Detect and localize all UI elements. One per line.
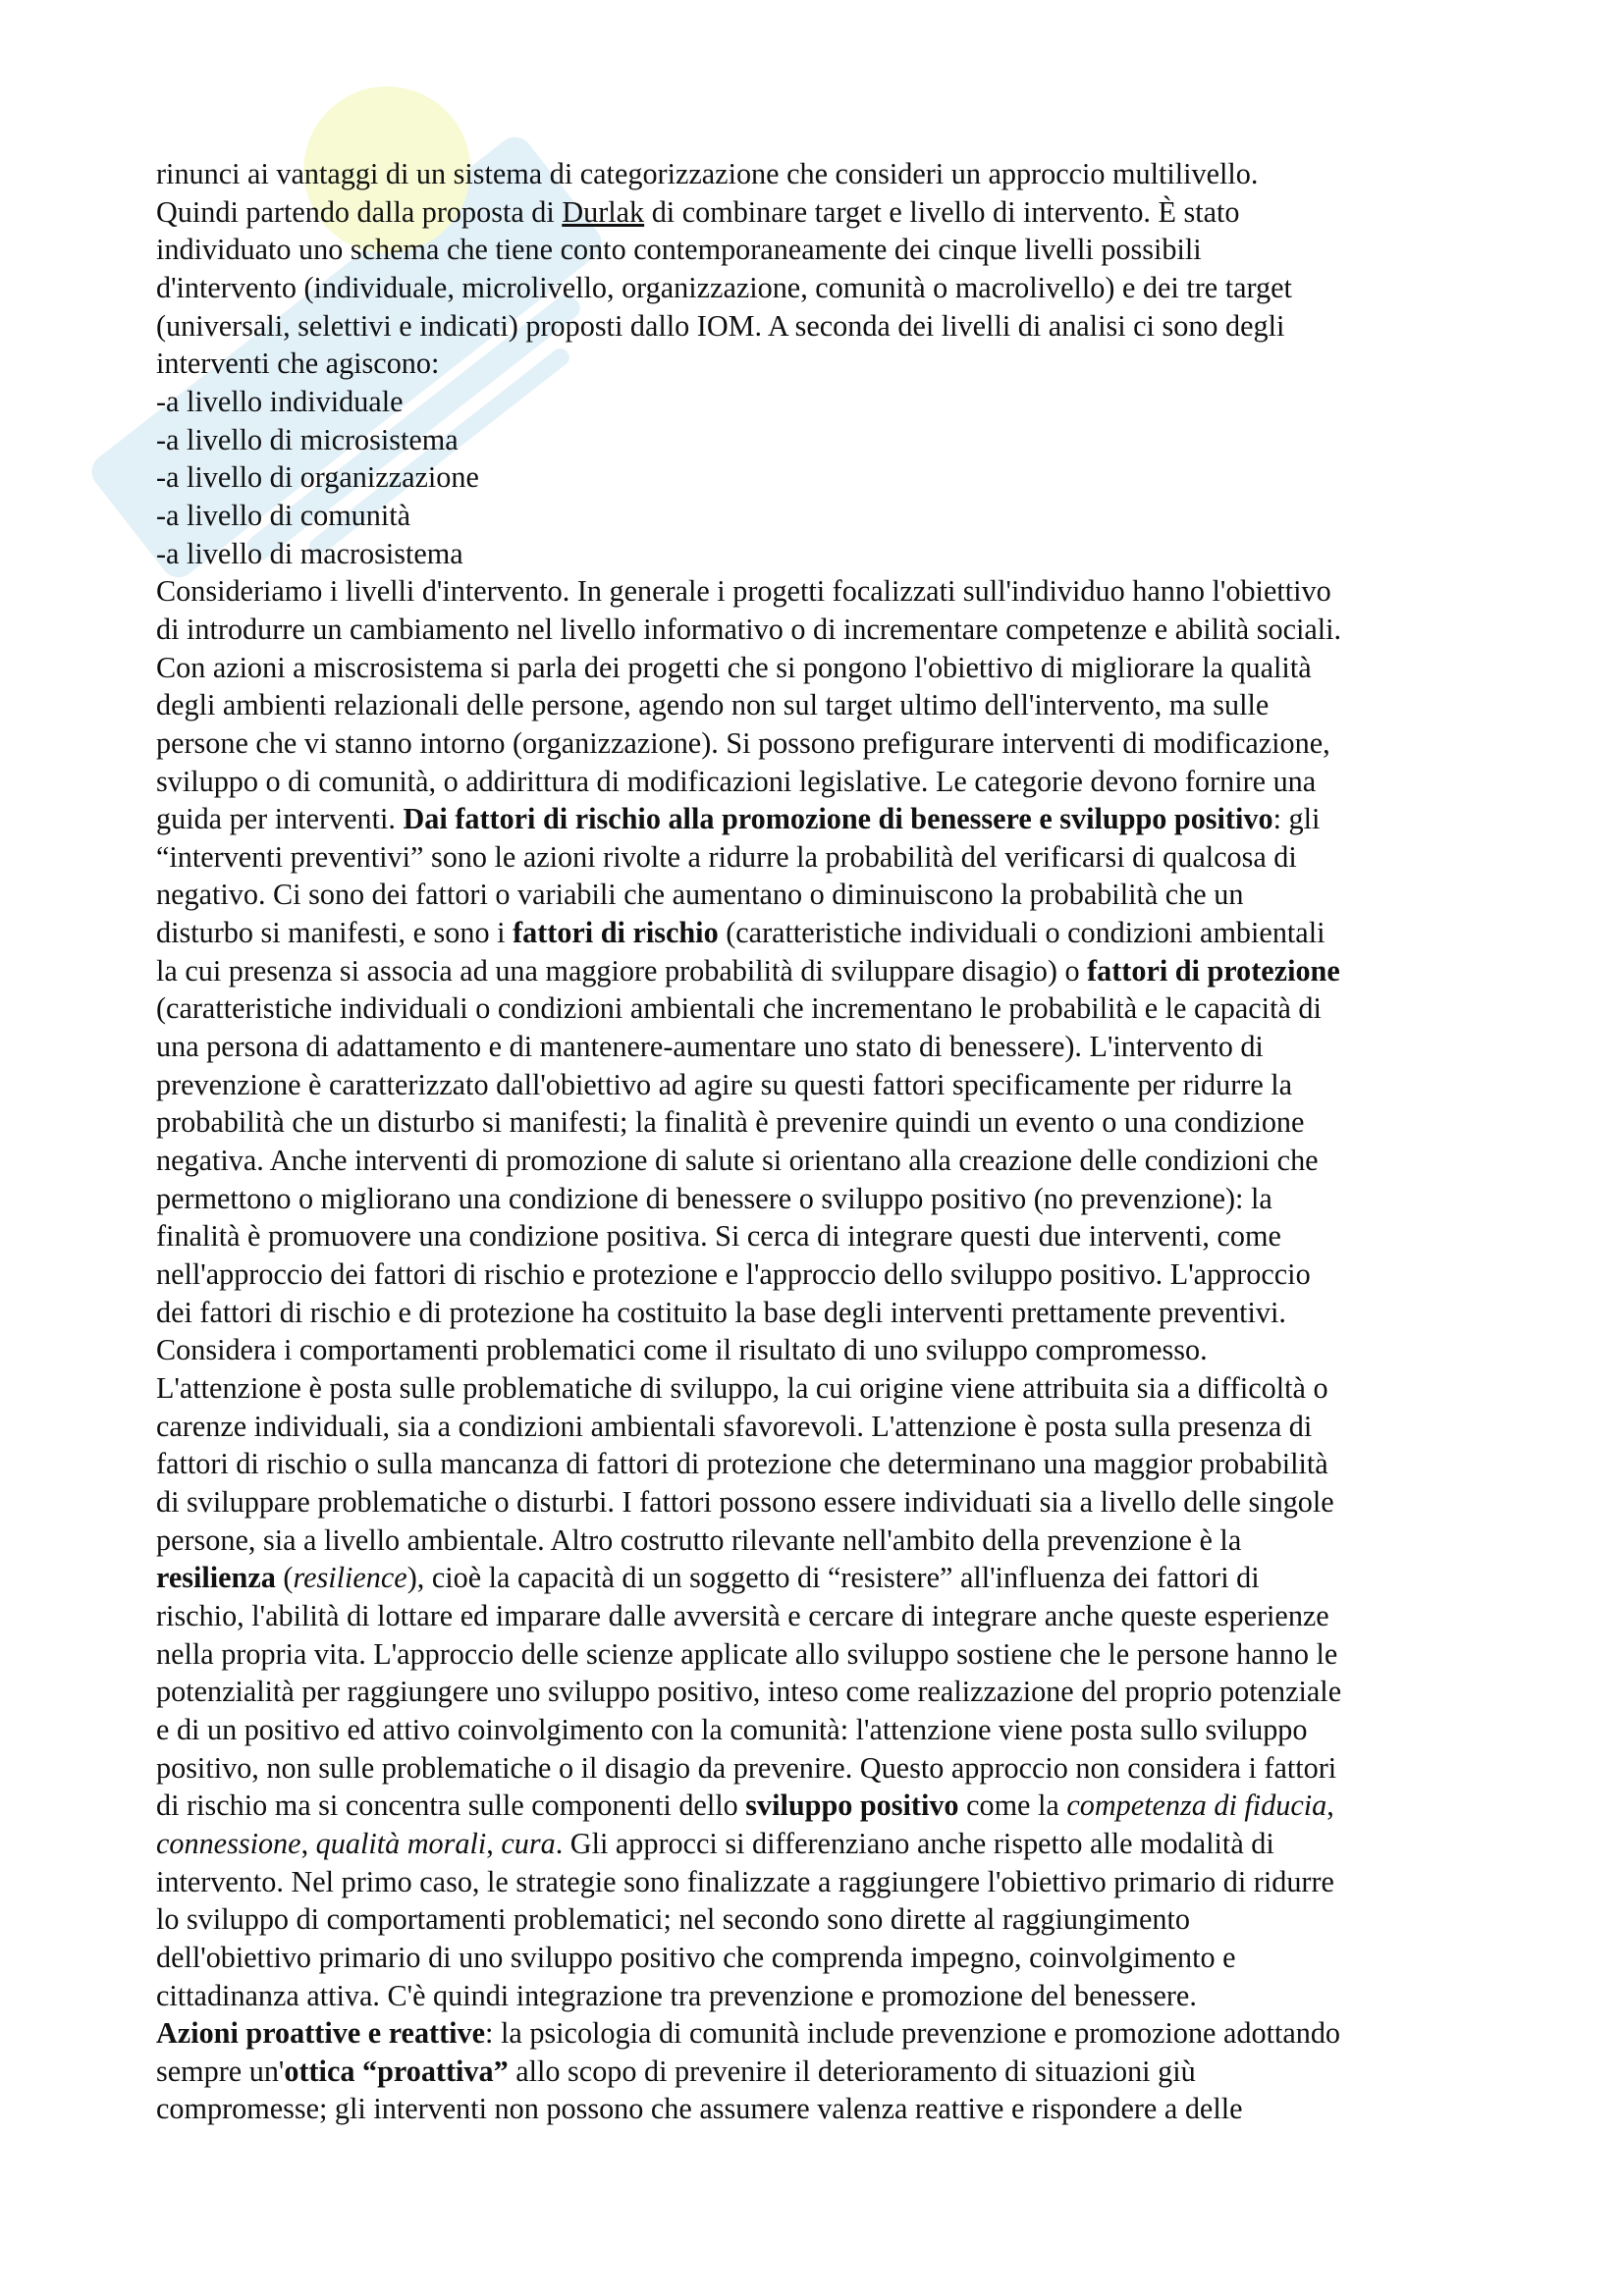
text-line bbox=[156, 383, 1482, 421]
italic-term: competenza di fiducia bbox=[1066, 1789, 1327, 1823]
text-line bbox=[156, 1863, 1482, 1901]
text-run: : gli bbox=[1272, 802, 1321, 836]
text-run: rinunci ai vantaggi di un sistema di categorizzazione che consideri un approccio multilivello. bbox=[156, 157, 1259, 190]
text-run: nella propria vita. L'approccio delle scienze applicate allo sviluppo sostiene che le persone hanno le bbox=[156, 1636, 1338, 1671]
text-line bbox=[156, 876, 1482, 914]
text-run: come la bbox=[958, 1789, 1067, 1823]
text-line bbox=[156, 838, 1482, 877]
text-line bbox=[156, 307, 1482, 346]
text-run: Quindi partendo dalla proposta di bbox=[156, 194, 563, 229]
italic-term: cura bbox=[501, 1826, 556, 1860]
text-run: nell'approccio dei fattori di rischio e protezione e l'approccio dello sviluppo positivo. L'approccio bbox=[156, 1257, 1311, 1292]
text-line bbox=[156, 1445, 1482, 1483]
text-run: prevenzione è caratterizzato dall'obiettivo ad agire su questi fattori specificamente per ridurre la bbox=[156, 1067, 1293, 1101]
text-line bbox=[156, 1331, 1482, 1369]
text-run: L'attenzione è posta sulle problematiche di sviluppo, la cui origine viene attribuita sia a difficoltà o bbox=[156, 1371, 1328, 1405]
text-line bbox=[156, 1483, 1482, 1522]
text-run: -a livello individuale bbox=[156, 384, 404, 418]
italic-term: qualità morali bbox=[315, 1826, 487, 1860]
text-line bbox=[156, 155, 1482, 193]
text-run: -a livello di macrosistema bbox=[156, 536, 463, 570]
bold-term: Azioni proattive e reattive bbox=[156, 2016, 486, 2051]
text-run: potenzialità per raggiungere uno sviluppo positivo, inteso come realizzazione del proprio potenziale bbox=[156, 1675, 1342, 1709]
text-run: di introdurre un cambiamento nel livello informativo o di incrementare competenze e abilità sociali. bbox=[156, 612, 1342, 646]
text-run: probabilità che un disturbo si manifesti; la finalità è prevenire quindi un evento o una condizione bbox=[156, 1105, 1305, 1140]
text-run: ( bbox=[275, 1561, 294, 1595]
text-run: Considera i comportamenti problematici come il risultato di uno sviluppo compromesso. bbox=[156, 1333, 1208, 1367]
text-line bbox=[156, 952, 1482, 990]
italic-term: connessione bbox=[156, 1826, 301, 1860]
text-run: “interventi preventivi” sono le azioni rivolte a ridurre la probabilità del verificarsi di qualcosa di bbox=[156, 839, 1297, 874]
text-line bbox=[156, 1673, 1482, 1711]
text-run: la cui presenza si associa ad una maggiore probabilità di sviluppare disagio) o bbox=[156, 953, 1088, 988]
text-line bbox=[156, 989, 1482, 1028]
durlak-link[interactable]: Durlak bbox=[562, 194, 645, 229]
text-line bbox=[156, 497, 1482, 535]
text-line bbox=[156, 1028, 1482, 1066]
text-run: : la psicologia di comunità include prevenzione e promozione adottando bbox=[485, 2016, 1341, 2051]
text-run: (caratteristiche individuali o condizioni ambientali bbox=[718, 916, 1325, 950]
text-line bbox=[156, 1255, 1482, 1294]
text-run: , bbox=[486, 1826, 502, 1860]
bold-term: sviluppo positivo bbox=[745, 1789, 959, 1823]
text-run: sempre un' bbox=[156, 2054, 285, 2088]
text-run: disturbo si manifesti, e sono i bbox=[156, 916, 514, 950]
bold-term: Dai fattori di rischio alla promozione di benessere e sviluppo positivo bbox=[403, 802, 1273, 836]
text-run: di sviluppare problematiche o disturbi. I fattori possono essere individuati sia a livello delle singole bbox=[156, 1484, 1334, 1519]
text-line bbox=[156, 1408, 1482, 1446]
text-run: cittadinanza attiva. C'è quindi integrazione tra prevenzione e promozione del benessere. bbox=[156, 1978, 1197, 2012]
text-run: Consideriamo i livelli d'intervento. In generale i progetti focalizzati sull'individuo hanno l'obiettivo bbox=[156, 574, 1331, 609]
text-line bbox=[156, 1900, 1482, 1939]
text-run: . Gli approcci si differenziano anche rispetto alle modalità di bbox=[555, 1826, 1274, 1860]
text-run: una persona di adattamento e di mantenere-aumentare uno stato di benessere). L'intervento di bbox=[156, 1030, 1264, 1064]
bold-term: fattori di protezione bbox=[1087, 953, 1340, 988]
text-run: permettono o migliorano una condizione di benessere o sviluppo positivo (no prevenzione): la bbox=[156, 1181, 1272, 1215]
text-line bbox=[156, 1369, 1482, 1408]
text-run: -a livello di organizzazione bbox=[156, 460, 479, 495]
text-run: finalità è promuovere una condizione positiva. Si cerca di integrare questi due interventi, come bbox=[156, 1219, 1281, 1254]
text-run: -a livello di microsistema bbox=[156, 422, 459, 456]
text-run: (universali, selettivi e indicati) proposti dallo IOM. A seconda dei livelli di analisi ci sono degli bbox=[156, 308, 1285, 343]
text-run: guida per interventi. bbox=[156, 802, 404, 836]
text-line bbox=[156, 1103, 1482, 1142]
text-line bbox=[156, 914, 1482, 952]
text-run: degli ambienti relazionali delle persone, agendo non sul target ultimo dell'intervento, ma sulle bbox=[156, 688, 1270, 722]
text-run: dei fattori di rischio e di protezione ha costituito la base degli interventi prettamente preventivi. bbox=[156, 1295, 1286, 1329]
text-line bbox=[156, 1522, 1482, 1560]
text-line bbox=[156, 1635, 1482, 1674]
text-line bbox=[156, 1977, 1482, 2015]
text-line bbox=[156, 2090, 1482, 2128]
text-line bbox=[156, 1787, 1482, 1825]
text-run: sviluppo o di comunità, o addirittura di modificazioni legislative. Le categorie devono fornire una bbox=[156, 764, 1317, 798]
bold-term: resilienza bbox=[156, 1561, 276, 1595]
text-run: carenze individuali, sia a condizioni ambientali sfavorevoli. L'attenzione è posta sulla presenza di bbox=[156, 1409, 1313, 1443]
text-line bbox=[156, 572, 1482, 611]
text-line bbox=[156, 1180, 1482, 1218]
text-run: (caratteristiche individuali o condizioni ambientali che incrementano le probabilità e le capacità di bbox=[156, 991, 1322, 1026]
text-line bbox=[156, 1066, 1482, 1104]
text-line bbox=[156, 1597, 1482, 1635]
text-run: , bbox=[1326, 1789, 1334, 1823]
text-line bbox=[156, 1294, 1482, 1332]
bold-term: fattori di rischio bbox=[513, 916, 719, 950]
text-line bbox=[156, 421, 1482, 459]
text-run: rischio, l'abilità di lottare ed imparare dalle avversità e cercare di integrare anche queste esperienze bbox=[156, 1598, 1329, 1632]
text-run: ), cioè la capacità di un soggetto di “resistere” all'influenza dei fattori di bbox=[406, 1561, 1260, 1595]
bold-term: ottica “proattiva” bbox=[284, 2054, 509, 2088]
text-run: dell'obiettivo primario di uno sviluppo positivo che comprenda impegno, coinvolgimento e bbox=[156, 1940, 1236, 1974]
text-run: persone, sia a livello ambientale. Altro costrutto rilevante nell'ambito della prevenzione è la bbox=[156, 1522, 1242, 1557]
text-run: d'intervento (individuale, microlivello, organizzazione, comunità o macrolivello) e dei tre target bbox=[156, 270, 1292, 304]
text-run: , bbox=[300, 1826, 316, 1860]
text-line bbox=[156, 345, 1482, 383]
text-run: positivo, non sulle problematiche o il disagio da prevenire. Questo approccio non considera i fattori bbox=[156, 1750, 1337, 1785]
text-line bbox=[156, 611, 1482, 649]
text-run: lo sviluppo di comportamenti problematici; nel secondo sono dirette al raggiungimento bbox=[156, 1902, 1190, 1937]
text-line bbox=[156, 2053, 1482, 2091]
text-run: Con azioni a miscrosistema si parla dei progetti che si pongono l'obiettivo di migliorare la qualità bbox=[156, 650, 1312, 684]
italic-term: resilience bbox=[293, 1561, 407, 1595]
text-run: fattori di rischio o sulla mancanza di fattori di protezione che determinano una maggior probabilità bbox=[156, 1447, 1328, 1481]
text-line bbox=[156, 2014, 1482, 2053]
text-line bbox=[156, 1711, 1482, 1749]
text-line bbox=[156, 231, 1482, 269]
document-body bbox=[156, 155, 1482, 2128]
text-line bbox=[156, 1939, 1482, 1977]
text-run: negativo. Ci sono dei fattori o variabili che aumentano o diminuiscono la probabilità che un bbox=[156, 878, 1244, 912]
text-run: -a livello di comunità bbox=[156, 498, 411, 532]
text-line bbox=[156, 686, 1482, 724]
text-run: negativa. Anche interventi di promozione di salute si orientano alla creazione delle condizioni che bbox=[156, 1144, 1319, 1178]
text-line bbox=[156, 458, 1482, 497]
text-line bbox=[156, 1749, 1482, 1788]
text-line bbox=[156, 724, 1482, 763]
text-run: di combinare target e livello di intervento. È stato bbox=[644, 194, 1240, 229]
text-line bbox=[156, 269, 1482, 307]
text-run: intervento. Nel primo caso, le strategie sono finalizzate a raggiungere l'obiettivo primario di ridurre bbox=[156, 1864, 1334, 1898]
text-run: di rischio ma si concentra sulle componenti dello bbox=[156, 1789, 746, 1823]
text-line bbox=[156, 649, 1482, 687]
text-line bbox=[156, 1825, 1482, 1863]
text-run: allo scopo di prevenire il deterioramento di situazioni giù bbox=[508, 2054, 1196, 2088]
text-line bbox=[156, 1142, 1482, 1180]
text-run: individuato uno schema che tiene conto contemporaneamente dei cinque livelli possibili bbox=[156, 233, 1202, 267]
text-run: compromesse; gli interventi non possono che assumere valenza reattive e rispondere a delle bbox=[156, 2092, 1243, 2126]
text-run: persone che vi stanno intorno (organizzazione). Si possono prefigurare interventi di modificazione, bbox=[156, 725, 1330, 760]
text-line bbox=[156, 763, 1482, 801]
text-line bbox=[156, 800, 1482, 838]
text-run: interventi che agiscono: bbox=[156, 347, 440, 381]
text-run: e di un positivo ed attivo coinvolgimento con la comunità: l'attenzione viene posta sullo sviluppo bbox=[156, 1712, 1308, 1746]
text-line bbox=[156, 1217, 1482, 1255]
text-line bbox=[156, 1559, 1482, 1597]
text-line bbox=[156, 193, 1482, 232]
text-line bbox=[156, 535, 1482, 573]
